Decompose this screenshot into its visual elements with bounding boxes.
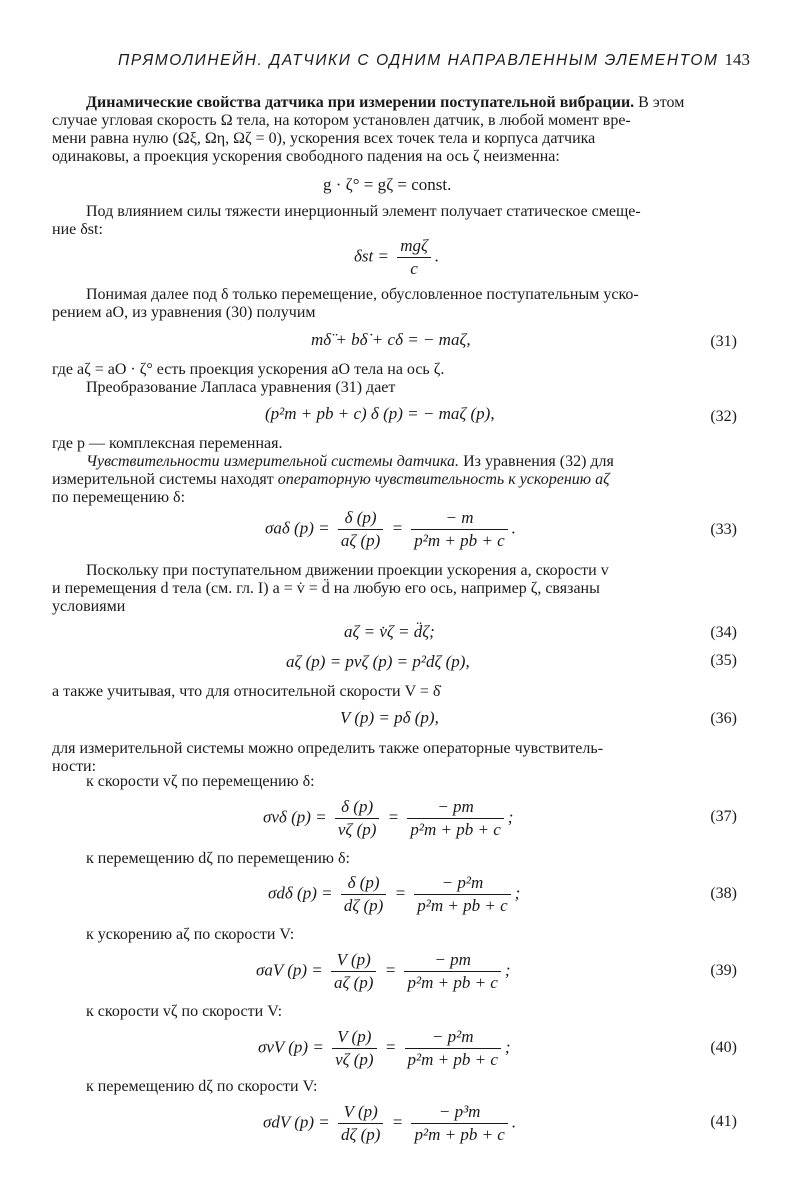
equation-33: σaδ (p) = $\frac{\delta (p)}{a\zeta (p)}$ = $\frac{- m}{\text{p²m + pb + c}}$ .	[265, 508, 516, 550]
equation-number-33: (33)	[710, 521, 737, 538]
equation-41: σdV (p) = $\frac{V (p)}{d\zeta (p)}$ = $\frac{\text{− p³m}}{\text{p²m + pb + c}}$ .	[263, 1102, 517, 1144]
intro-line-3: одинаковы, а проекция ускорения свободного падения на ось ζ неизменна:	[52, 148, 560, 165]
equation-32: (p²m + pb + c) δ (p) = − maζ (p),	[265, 404, 495, 423]
lead-41: к перемещению dζ по скорости V:	[86, 1078, 318, 1095]
para-static: Под влиянием силы тяжести инерционный элемент получает статическое смеще- ние δst:	[52, 203, 641, 238]
equation-31: mδ̈ + bδ̇ + cδ = − maζ,	[311, 330, 471, 349]
equation-number-34: (34)	[710, 624, 737, 641]
sensitivity-heading: Чувствительности измерительной системы датчика.	[86, 453, 460, 470]
section-intro	[52, 94, 742, 166]
equation-number-40: (40)	[710, 1039, 737, 1056]
equation-34: aζ = v̇ζ = d̈ζ;	[344, 622, 435, 641]
para-sensitivity: где p — комплексная переменная. Чувствительности измерительной системы датчика. Из уравнения (32) для измерительной системы находят операторную чувствительность к ускорению aζ по перемещению δ:	[52, 435, 614, 506]
equation-number-38: (38)	[710, 885, 737, 902]
equation-gravity: g · ζ° = gζ = const.	[323, 175, 452, 194]
equation-number-39: (39)	[710, 962, 737, 979]
section-heading: Динамические свойства датчика при измерении поступательной вибрации.	[86, 94, 635, 111]
running-title: ПРЯМОЛИНЕЙН. ДАТЧИКИ С ОДНИМ НАПРАВЛЕННЫМ ЭЛЕМЕНТОМ	[118, 52, 719, 69]
para-translation: Понимая далее под δ только перемещение, обусловленное поступательным уско- рением aO, из уравнения (30) получим	[52, 286, 639, 321]
para-where-1: где aζ = aO · ζ° есть проекция ускорения aO тела на ось ζ. Преобразование Лапласа уравнения (31) дает	[52, 361, 445, 396]
intro-line-1: случае угловая скорость Ω тела, на котором установлен датчик, в любой момент вре-	[52, 112, 631, 129]
intro-line-0: В этом	[638, 94, 685, 111]
page-number: 143	[724, 50, 750, 69]
equation-number-31: (31)	[710, 333, 737, 350]
equation-number-32: (32)	[710, 408, 737, 425]
equation-40: σvV (p) = $\frac{V (p)}{v\zeta (p)}$ = $\frac{\text{− p²m}}{\text{p²m + pb + c}}$ ;	[258, 1027, 511, 1069]
equation-35: aζ (p) = pvζ (p) = p²dζ (p),	[286, 652, 470, 671]
equation-number-35: (35)	[710, 652, 737, 669]
para-motion: Поскольку при поступательном движении проекции ускорения a, скорости v и перемещения d тела (см. гл. I) a = v̇ = d̈ на любую его ось, например ζ, связаны условиями	[52, 562, 609, 615]
intro-line-2: мени равна нулю (Ωξ, Ωη, Ωζ = 0), ускорения всех точек тела и корпуса датчика	[52, 130, 596, 147]
lead-40: к скорости vζ по скорости V:	[86, 1003, 283, 1020]
fraction: $\frac{\text{mgζ}}{c}$	[397, 236, 431, 279]
para-operator: для измерительной системы можно определить также операторные чувствитель- ности:	[52, 740, 604, 775]
para-relative-velocity: а также учитывая, что для относительной скорости V = δ̇	[52, 683, 441, 700]
equation-39: σaV (p) = $\frac{V (p)}{a\zeta (p)}$ = $\frac{- pm}{\text{p²m + pb + c}}$ ;	[256, 950, 511, 992]
equation-number-37: (37)	[710, 808, 737, 825]
lead-39: к ускорению aζ по скорости V:	[86, 926, 295, 943]
lead-38: к перемещению dζ по перемещению δ:	[86, 850, 350, 867]
equation-static: δst = $\frac{\text{mgζ}}{c}$ .	[354, 236, 440, 278]
lead-37: к скорости vζ по перемещению δ:	[86, 773, 315, 790]
equation-37: σvδ (p) = $\frac{\delta (p)}{v\zeta (p)}$ = $\frac{- pm}{\text{p²m + pb + c}}$ ;	[263, 797, 514, 839]
equation-number-36: (36)	[710, 710, 737, 727]
equation-38: σdδ (p) = $\frac{\delta (p)}{d\zeta (p)}$ = $\frac{\text{− p²m}}{\text{p²m + pb + c}}$ ;	[268, 873, 521, 915]
equation-36: V (p) = pδ (p),	[340, 708, 439, 727]
page-header	[80, 50, 750, 74]
equation-number-41: (41)	[710, 1113, 737, 1130]
